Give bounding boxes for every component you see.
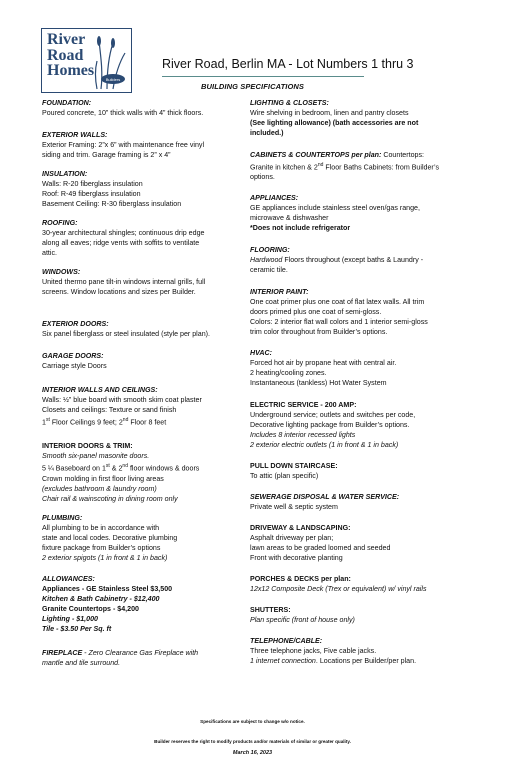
section-line: 2 exterior electric outlets (1 in front & 1 in back) (250, 441, 399, 450)
section-heading: SEWERAGE DISPOSAL & WATER SERVICE: (250, 493, 400, 502)
left-column (42, 98, 242, 677)
text-run: nd (317, 162, 324, 168)
text-run: nd (122, 463, 128, 470)
section-line: Basement Ceiling: R-30 fiberglass insulation (42, 200, 182, 208)
section-line (42, 648, 242, 658)
section-heading: LIGHTING & CLOSETS: (250, 99, 329, 107)
section-line: 30-year architectural shingles; continuous drip edge (42, 229, 205, 237)
section-line: Asphalt driveway per plan; (250, 534, 334, 543)
section-heading: ROOFING: (42, 219, 78, 227)
section-line: Forced hot air by propane heat with central air. (250, 359, 397, 368)
text-run: floor windows & doors (127, 464, 200, 473)
section-windows (42, 267, 242, 297)
section-cabinets (250, 150, 465, 182)
section-line: Exterior Framing: 2”x 6” with maintenance free vinyl (42, 141, 205, 149)
section-shutters (250, 605, 465, 625)
section-line (250, 150, 465, 160)
header-divider (162, 76, 364, 77)
text-run: & 2 (109, 464, 123, 473)
text-run: Countertops: (381, 151, 424, 159)
section-line: Underground service; outlets and switches per code, (250, 411, 416, 420)
section-line: Poured concrete, 10” thick walls with 4” thick floors. (42, 109, 204, 117)
logo-text (47, 32, 94, 79)
section-line: along all eaves; ridge vents with soffits to ventilate (42, 239, 200, 247)
section-line (42, 415, 242, 427)
section-line: Granite Countertops - $4,200 (42, 604, 139, 613)
section-appliances (250, 193, 465, 233)
section-interior-walls (42, 385, 242, 427)
section-heading: INTERIOR DOORS & TRIM: (42, 442, 133, 451)
section-interior-paint (250, 287, 465, 337)
section-line: Wire shelving in bedroom, linen and pantry closets (250, 109, 409, 117)
section-line: (excludes bathroom & laundry room) (42, 484, 157, 493)
section-line: To attic (plan specific) (250, 472, 319, 481)
section-line: (See lighting allowance) (bath accessories are not (250, 119, 419, 127)
section-line: options. (250, 173, 275, 182)
section-heading: ELECTRIC SERVICE - 200 AMP: (250, 401, 357, 410)
section-heading: INSULATION: (42, 170, 88, 178)
section-line: trim color throughout from Builder’s options. (250, 328, 388, 337)
section-line: Carriage style Doors (42, 362, 107, 370)
section-line: Roof: R-49 fiberglass insulation (42, 190, 141, 198)
section-exterior-walls (42, 130, 242, 160)
section-line (250, 255, 465, 265)
section-heading: INTERIOR PAINT: (250, 288, 309, 297)
section-line: Front with decorative planting (250, 554, 343, 563)
text-run: . Locations per Builder/per plan. (315, 657, 417, 666)
section-line: fixture package from Builder’s options (42, 543, 161, 552)
text-run: st (105, 463, 110, 470)
section-heading: DRIVEWAY & LANDSCAPING: (250, 524, 351, 533)
section-line: Decorative lighting package from Builder’s options. (250, 421, 410, 430)
section-line: Walls: R-20 fiberglass insulation (42, 180, 143, 188)
text-run: Granite in kitchen & 2 (250, 163, 318, 172)
footer-notice: Specifications are subject to change w/o notice. (200, 719, 305, 724)
section-line: Walls: ½” blue board with smooth skim coat plaster (42, 396, 202, 404)
logo-line-2: Road (47, 46, 84, 64)
section-line: doors primed plus one coat of semi-gloss. (250, 308, 382, 317)
section-line (42, 461, 242, 473)
section-heading: TELEPHONE/CABLE: (250, 637, 323, 646)
section-line: Lighting - $1,000 (42, 614, 98, 623)
text-run: Floor 8 feet (128, 418, 167, 427)
text-run: - Zero Clearance Gas Fireplace with (82, 648, 199, 657)
section-line (250, 160, 465, 172)
section-heading: SHUTTERS: (250, 606, 291, 615)
section-line: Smooth six-panel masonite doors. (42, 452, 150, 461)
section-lighting (250, 98, 465, 138)
section-line: Instantaneous (tankless) Hot Water System (250, 379, 387, 388)
section-line: 2 heating/cooling zones. (250, 369, 327, 378)
text-run: 1 internet connection (250, 657, 316, 666)
text-run: 5 ¼ Baseboard on 1 (42, 464, 106, 473)
section-line: Tile - $3.50 Per Sq. ft (42, 624, 112, 633)
text-run: 1 (42, 418, 46, 427)
section-line: Chair rail & wainscoting in dining room only (42, 494, 178, 503)
section-line: included.) (250, 129, 284, 137)
text-run: Floor Ceilings 9 feet; 2 (49, 418, 123, 427)
text-run: Hardwood (250, 256, 283, 265)
section-fireplace (42, 648, 242, 668)
section-heading: PULL DOWN STAIRCASE: (250, 462, 338, 471)
section-line: All plumbing to be in accordance with (42, 523, 160, 532)
section-roofing (42, 218, 242, 258)
section-electric (250, 400, 465, 450)
section-line: Closets and ceilings: Texture or sand finish (42, 406, 177, 414)
section-line: microwave & dishwasher (250, 214, 329, 223)
section-hvac (250, 348, 465, 388)
section-insulation (42, 169, 242, 209)
section-line: 12x12 Composite Deck (Trex or equivalent) w/ vinyl rails (250, 585, 427, 594)
section-line: Six panel fiberglass or steel insulated (style per plan). (42, 330, 210, 338)
section-line: siding and trim. Garage framing is 2” x 4” (42, 151, 171, 159)
text-run: Floors throughout (except baths & Laundry - (282, 256, 424, 265)
footer-disclaimer: Builder reserves the right to modify products and/or materials of similar or greater quality. (154, 739, 351, 744)
section-heading: FOUNDATION: (42, 99, 92, 107)
section-line: GE appliances include stainless steel oven/gas range, (250, 204, 420, 213)
section-driveway (250, 523, 465, 563)
section-allowances (42, 574, 242, 634)
section-heading: EXTERIOR WALLS: (42, 131, 108, 139)
section-line: ceramic tile. (250, 266, 288, 275)
section-line: Kitchen & Bath Cabinetry - $12,400 (42, 594, 160, 603)
section-flooring (250, 245, 465, 275)
section-heading: WINDOWS: (42, 268, 81, 276)
section-line: screens. Window locations and sizes per Builder. (42, 288, 196, 296)
section-line: *Does not include refrigerator (250, 224, 351, 233)
section-line: Crown molding in first floor living areas (42, 474, 164, 483)
section-foundation (42, 98, 242, 118)
footer-date: March 16, 2023 (232, 750, 273, 756)
section-telephone (250, 636, 465, 666)
text-run: Floor Baths Cabinets: from Builder’s (323, 163, 440, 172)
section-sewerage (250, 492, 465, 512)
section-heading: APPLIANCES: (250, 194, 299, 203)
section-line: Plan specific (front of house only) (250, 616, 355, 625)
section-line (250, 656, 465, 666)
section-line: Includes 8 interior recessed lights (250, 431, 356, 440)
section-line: state and local codes. Decorative plumbing (42, 533, 178, 542)
section-heading: HVAC: (250, 349, 272, 358)
section-line: Colors: 2 interior flat wall colors and 1 interior semi-gloss (250, 318, 428, 327)
section-heading: CABINETS & COUNTERTOPS per plan: (250, 151, 382, 159)
section-line: Private well & septic system (250, 503, 338, 512)
section-line: Appliances - GE Stainless Steel $3,500 (42, 584, 173, 593)
section-heading: PORCHES & DECKS per plan: (250, 575, 351, 584)
section-line: attic. (42, 249, 57, 257)
right-column (250, 98, 465, 675)
section-porches (250, 574, 465, 594)
section-heading: GARAGE DOORS: (42, 352, 104, 360)
section-line: mantle and tile surround. (42, 658, 121, 667)
logo-badge-text: Builders (105, 77, 121, 82)
section-heading: EXTERIOR DOORS: (42, 320, 109, 328)
section-line: One coat primer plus one coat of flat latex walls. All trim (250, 298, 425, 307)
section-line: United thermo pane tilt-in windows internal grills, full (42, 278, 206, 286)
section-heading: FIREPLACE (42, 648, 83, 657)
logo-line-3: Homes (47, 62, 95, 79)
page-title: River Road, Berlin MA - Lot Numbers 1 thru 3 (162, 57, 414, 71)
spec-subtitle: BUILDING SPECIFICATIONS (201, 82, 304, 91)
section-garage-doors (42, 351, 242, 371)
section-line: 2 exterior spigots (1 in front & 1 in back) (42, 553, 168, 562)
text-run: st (45, 417, 50, 423)
section-interior-doors (42, 441, 242, 503)
section-heading: INTERIOR WALLS AND CEILINGS: (42, 386, 158, 394)
section-exterior-doors (42, 319, 242, 339)
section-heading: PLUMBING: (42, 513, 83, 522)
text-run: nd (122, 417, 129, 423)
section-line: Three telephone jacks, Five cable jacks. (250, 647, 377, 656)
section-staircase (250, 461, 465, 481)
logo-line-1: River (47, 31, 86, 48)
section-line: lawn areas to be graded loomed and seeded (250, 544, 391, 553)
section-plumbing (42, 513, 242, 563)
section-heading: ALLOWANCES: (42, 574, 95, 583)
section-heading: FLOORING: (250, 246, 290, 255)
